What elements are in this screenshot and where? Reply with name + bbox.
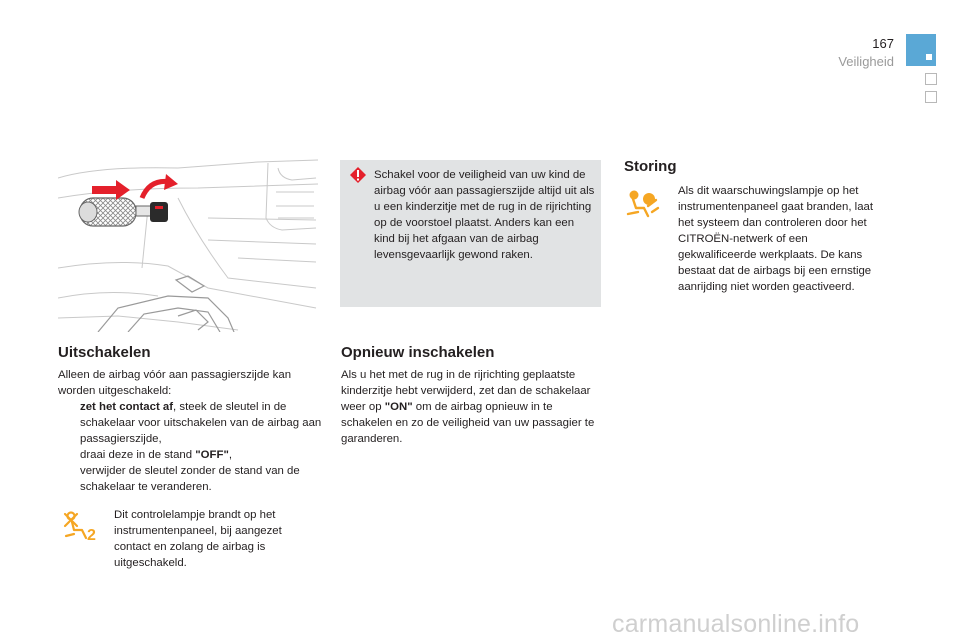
watermark: carmanualsonline.info [612, 610, 860, 638]
opnieuw-suffix: om de airbag opnieuw in te schakelen en zo de veiligheid van uw passagier te garanderen. [341, 401, 595, 445]
list-item [58, 463, 324, 495]
section-title: Veiligheid [838, 54, 894, 69]
opnieuw-emphasis: "ON" [384, 401, 413, 413]
airbag-off-indicator-icon [62, 510, 102, 542]
section-tab-active [906, 34, 936, 66]
opnieuw-body [341, 367, 605, 447]
list-item [58, 399, 324, 447]
heading-uitschakelen: Uitschakelen [58, 344, 151, 361]
page-number: 167 [872, 36, 894, 51]
section-tab-empty [925, 73, 937, 85]
step2-emphasis: "OFF" [195, 449, 229, 461]
uitschakelen-intro: Alleen de airbag vóór aan passagierszijde kan worden uitgeschakeld: [58, 369, 292, 397]
storing-text: Als dit waarschuwingslampje op het instrumentenpaneel gaat branden, laat het systeem dan controleren door het CITROËN-netwerk of een gekwalificeerde werkplaats. De kans bestaat dat de airbags bij een ernstige aanrijding niet worden geactiveerd. [678, 185, 874, 293]
airbag-off-indicator-text: Dit controlelampje brandt op het instrumentenpaneel, bij aangezet contact en zolang de airbag is uitgeschakeld. [114, 509, 282, 569]
svg-text:2: 2 [87, 527, 96, 542]
uitschakelen-body [58, 367, 324, 495]
opnieuw-text: Als u het met de rug in de rijrichting geplaatste kinderzitje hebt verwijderd, zet dan de schakelaar weer op [341, 369, 591, 413]
step3-text: verwijder de sleutel zonder de stand van de schakelaar te veranderen. [80, 465, 300, 493]
list-item [58, 447, 324, 463]
step2-suffix: , [228, 449, 233, 461]
airbag-switch-illustration [58, 158, 318, 332]
heading-opnieuw-inschakelen: Opnieuw inschakelen [341, 344, 495, 361]
step1-text: , steek de sleutel in de schakelaar voor uitschakelen van de airbag aan passagierszijde, [80, 401, 322, 445]
heading-storing: Storing [624, 158, 677, 175]
safety-warning-text: Schakel voor de veiligheid van uw kind de airbag vóór aan passagierszijde altijd uit als u een kinderzitje met de rug in de rijrichting op de voorstoel plaatst. Anders kan een kind bij het afgaan van de airbag levensgevaarlijk gewond raken. [374, 169, 595, 261]
warning-icon [350, 167, 366, 185]
airbag-warning-lamp-icon [626, 190, 660, 218]
step2-text: draai deze in de stand [80, 449, 196, 461]
section-tab-empty [925, 91, 937, 103]
step1-emphasis: zet het contact af [80, 401, 174, 413]
